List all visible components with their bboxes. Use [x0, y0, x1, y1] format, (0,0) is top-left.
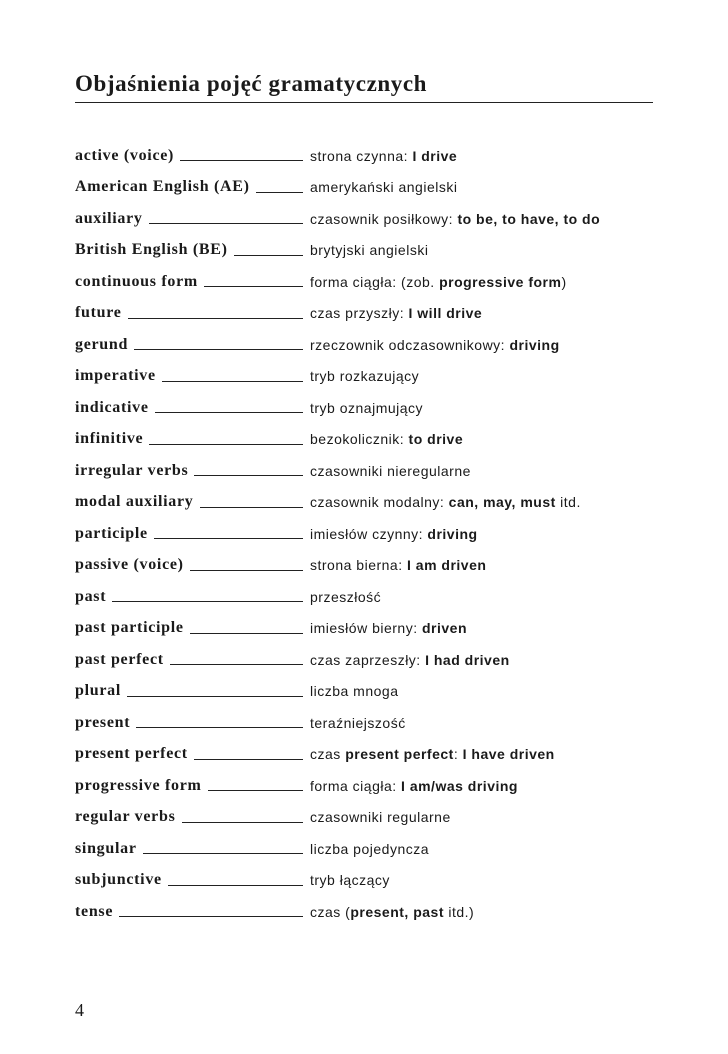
- term-cell: [75, 462, 309, 480]
- glossary-definition: [310, 431, 463, 447]
- definition-example: I had driven: [425, 651, 510, 668]
- glossary-row: [75, 455, 635, 487]
- definition-text: itd.: [555, 494, 581, 511]
- glossary-row: [75, 770, 635, 802]
- leader-line: [143, 853, 303, 854]
- definition-text: teraźniejszość: [310, 714, 406, 731]
- glossary-term: tense: [75, 902, 114, 920]
- definition-text: czas (: [310, 903, 351, 920]
- term-cell: [75, 714, 309, 732]
- definition-text: itd.): [443, 903, 475, 920]
- glossary-row: [75, 140, 635, 172]
- term-cell: [75, 871, 309, 889]
- definition-example: can, may, must: [448, 494, 556, 511]
- glossary-row: [75, 833, 635, 865]
- definition-example: driven: [421, 620, 467, 637]
- definition-text: liczba pojedyncza: [310, 840, 430, 857]
- glossary-term: American English (AE): [75, 178, 250, 196]
- definition-text: czasowniki regularne: [310, 809, 451, 826]
- term-cell: [75, 808, 309, 826]
- definition-example: present, past: [350, 903, 444, 920]
- definition-text: tryb rozkazujący: [310, 368, 420, 385]
- glossary-term: singular: [75, 839, 137, 857]
- glossary-definition: [310, 778, 518, 794]
- definition-text: tryb łączący: [310, 872, 390, 889]
- definition-example: I will drive: [408, 305, 483, 322]
- leader-line: [180, 160, 303, 161]
- glossary-term: past: [75, 587, 107, 605]
- leader-line: [200, 507, 303, 508]
- glossary-row: [75, 896, 635, 928]
- term-cell: [75, 273, 309, 291]
- term-cell: [75, 210, 309, 228]
- leader-line: [149, 444, 303, 445]
- glossary-row: [75, 676, 635, 708]
- glossary-term: progressive form: [75, 776, 202, 794]
- glossary-definition: [310, 494, 581, 510]
- glossary-row: [75, 298, 635, 330]
- definition-text: imiesłów bierny:: [310, 620, 422, 637]
- term-cell: [75, 304, 309, 322]
- definition-text: rzeczownik odczasownikowy:: [310, 336, 510, 353]
- leader-line: [162, 381, 303, 382]
- term-cell: [75, 745, 309, 763]
- term-cell: [75, 619, 309, 637]
- leader-line: [234, 255, 303, 256]
- term-cell: [75, 178, 309, 196]
- glossary-row: [75, 172, 635, 204]
- leader-line: [190, 633, 303, 634]
- glossary-definition: [310, 400, 423, 416]
- leader-line: [134, 349, 303, 350]
- glossary-row: [75, 487, 635, 519]
- leader-line: [194, 475, 303, 476]
- glossary-row: [75, 203, 635, 235]
- leader-line: [182, 822, 304, 823]
- term-cell: [75, 147, 309, 165]
- glossary-definition: [310, 526, 478, 542]
- glossary-row: [75, 613, 635, 645]
- glossary-term: future: [75, 304, 122, 322]
- glossary-definition: [310, 746, 555, 762]
- leader-line: [190, 570, 303, 571]
- glossary-definition: [310, 620, 467, 636]
- term-cell: [75, 682, 309, 700]
- leader-line: [194, 759, 303, 760]
- glossary-term: infinitive: [75, 430, 144, 448]
- leader-line: [256, 192, 303, 193]
- glossary-term: active (voice): [75, 146, 175, 164]
- leader-line: [112, 601, 303, 602]
- definition-text: czas: [310, 746, 346, 763]
- glossary-row: [75, 739, 635, 771]
- definition-text: ): [561, 273, 567, 290]
- definition-text: czasownik modalny:: [310, 494, 449, 511]
- glossary-definition: [310, 715, 406, 731]
- leader-line: [128, 318, 303, 319]
- glossary-term: continuous form: [75, 272, 198, 290]
- leader-line: [204, 286, 303, 287]
- glossary-row: [75, 392, 635, 424]
- definition-text: czas przyszły:: [310, 305, 409, 322]
- term-cell: [75, 588, 309, 606]
- glossary-term: past perfect: [75, 650, 164, 668]
- glossary-row: [75, 266, 635, 298]
- definition-example: I have driven: [462, 746, 555, 763]
- glossary-term: passive (voice): [75, 556, 184, 574]
- glossary-definition: [310, 242, 428, 258]
- leader-line: [154, 538, 303, 539]
- glossary-definition: [310, 809, 451, 825]
- term-cell: [75, 651, 309, 669]
- term-cell: [75, 525, 309, 543]
- glossary-row: [75, 865, 635, 897]
- page-number: 4: [75, 1000, 84, 1020]
- glossary-term: participle: [75, 524, 148, 542]
- definition-text: forma ciągła: (zob.: [310, 273, 440, 290]
- leader-line: [119, 916, 303, 917]
- glossary-definition: [310, 904, 474, 920]
- definition-example: driving: [427, 525, 478, 542]
- glossary-row: [75, 361, 635, 393]
- glossary-definition: [310, 211, 600, 227]
- glossary-term: present perfect: [75, 745, 188, 763]
- glossary-term: gerund: [75, 335, 129, 353]
- definition-text: brytyjski angielski: [310, 242, 429, 259]
- glossary-definition: [310, 841, 429, 857]
- term-cell: [75, 367, 309, 385]
- definition-text: przeszłość: [310, 588, 382, 605]
- glossary-term: subjunctive: [75, 871, 162, 889]
- term-cell: [75, 430, 309, 448]
- glossary-definition: [310, 872, 390, 888]
- definition-example: present perfect: [345, 746, 454, 763]
- page-title: Objaśnienia pojęć gramatycznych: [75, 70, 653, 103]
- definition-example: I am driven: [407, 557, 487, 574]
- glossary-row: [75, 424, 635, 456]
- definition-example: progressive form: [439, 273, 562, 290]
- glossary-term: indicative: [75, 398, 149, 416]
- glossary-term: irregular verbs: [75, 461, 189, 479]
- glossary-definition: [310, 368, 419, 384]
- leader-line: [155, 412, 303, 413]
- definition-text: strona bierna:: [310, 557, 407, 574]
- glossary-definition: [310, 179, 457, 195]
- glossary-term: auxiliary: [75, 209, 143, 227]
- leader-line: [168, 885, 303, 886]
- glossary-term: regular verbs: [75, 808, 176, 826]
- glossary-row: [75, 581, 635, 613]
- term-cell: [75, 399, 309, 417]
- glossary-term: past participle: [75, 619, 184, 637]
- definition-example: driving: [509, 336, 560, 353]
- glossary-definition: [310, 683, 399, 699]
- term-cell: [75, 493, 309, 511]
- term-cell: [75, 903, 309, 921]
- glossary-row: [75, 235, 635, 267]
- glossary-term: British English (BE): [75, 241, 228, 259]
- definition-example: I drive: [412, 147, 458, 164]
- leader-line: [136, 727, 303, 728]
- definition-example: I am/was driving: [401, 777, 518, 794]
- leader-line: [149, 223, 303, 224]
- glossary-definition: [310, 274, 567, 290]
- glossary-definition: [310, 589, 381, 605]
- definition-text: amerykański angielski: [310, 179, 458, 196]
- definition-text: forma ciągła:: [310, 777, 402, 794]
- definition-text: czasownik posiłkowy:: [310, 210, 458, 227]
- glossary-row: [75, 329, 635, 361]
- glossary-row: [75, 550, 635, 582]
- definition-text: tryb oznajmujący: [310, 399, 424, 416]
- term-cell: [75, 840, 309, 858]
- definition-text: czas zaprzeszły:: [310, 651, 426, 668]
- glossary-definition: [310, 148, 457, 164]
- glossary-row: [75, 518, 635, 550]
- definition-text: :: [453, 746, 463, 763]
- glossary-term: imperative: [75, 367, 156, 385]
- term-cell: [75, 336, 309, 354]
- glossary-row: [75, 707, 635, 739]
- glossary-term: modal auxiliary: [75, 493, 194, 511]
- definition-text: strona czynna:: [310, 147, 413, 164]
- glossary-definition: [310, 557, 486, 573]
- definition-text: bezokolicznik:: [310, 431, 409, 448]
- glossary-definition: [310, 652, 510, 668]
- glossary-definition: [310, 463, 471, 479]
- term-cell: [75, 241, 309, 259]
- glossary-term: present: [75, 713, 131, 731]
- leader-line: [127, 696, 303, 697]
- definition-text: czasowniki nieregularne: [310, 462, 471, 479]
- glossary-row: [75, 802, 635, 834]
- definition-text: liczba mnoga: [310, 683, 399, 700]
- glossary-row: [75, 644, 635, 676]
- leader-line: [208, 790, 303, 791]
- term-cell: [75, 777, 309, 795]
- glossary-term: plural: [75, 682, 121, 700]
- glossary-list: [75, 140, 635, 928]
- glossary-definition: [310, 305, 482, 321]
- definition-text: imiesłów czynny:: [310, 525, 428, 542]
- leader-line: [170, 664, 303, 665]
- definition-example: to be, to have, to do: [457, 210, 601, 227]
- glossary-definition: [310, 337, 560, 353]
- term-cell: [75, 556, 309, 574]
- definition-example: to drive: [408, 431, 464, 448]
